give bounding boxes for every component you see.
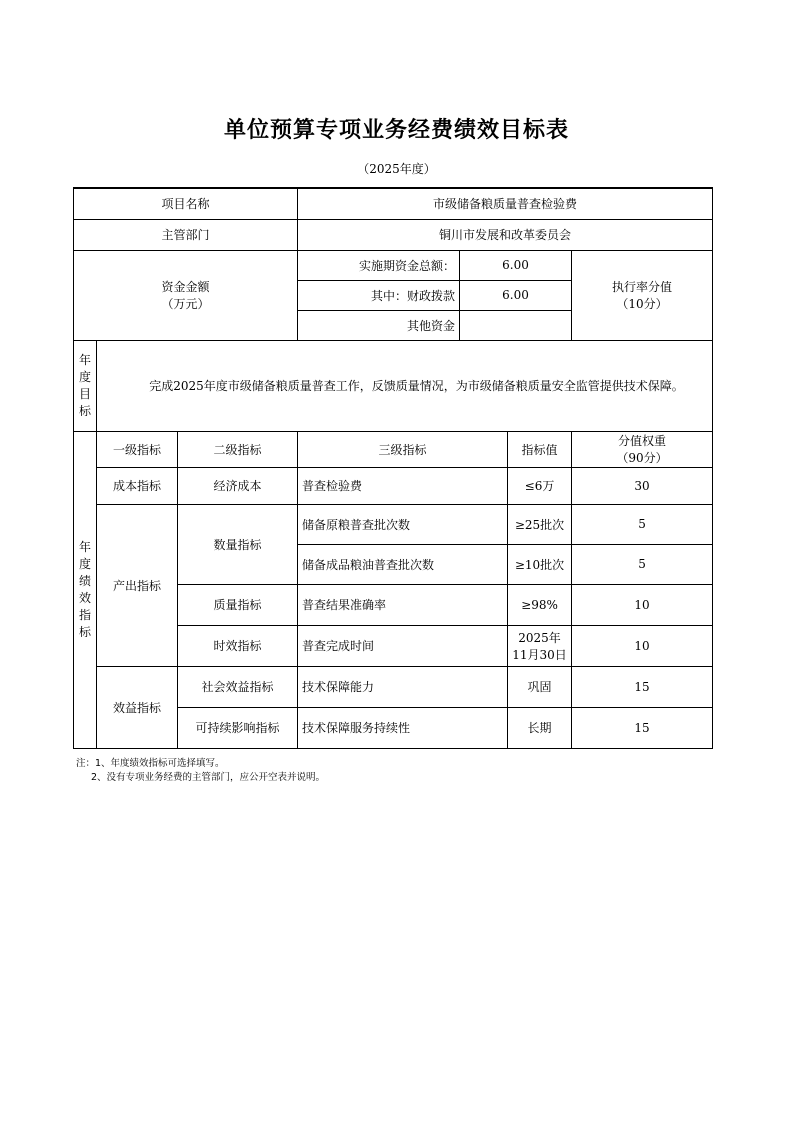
timeliness-value: 2025年11月30日 [508, 625, 572, 666]
timeliness-level2: 时效指标 [178, 625, 298, 666]
department-row [74, 219, 713, 250]
year-subtitle: （2025年度） [357, 162, 436, 176]
quantity-level3: 储备原粮普查批次数 [298, 504, 508, 544]
performance-target-table [73, 187, 713, 749]
project-name-value: 市级储备粮质量普查检验费 [298, 188, 713, 219]
project-name-label: 项目名称 [74, 188, 298, 219]
quantity-value: ≥10批次 [508, 544, 572, 584]
goal-label-char: 度 [78, 369, 91, 384]
social-value: 巩固 [508, 666, 572, 707]
funds-label-line1: 资金金额 [161, 280, 210, 294]
side-label-char: 度 [78, 556, 91, 571]
output-quantity-row [74, 504, 713, 544]
funds-total-label: 实施期资金总额： [298, 250, 460, 280]
execution-rate-line2: （10分） [616, 297, 668, 311]
indicator-side-label [74, 431, 97, 748]
annual-goal-label [74, 340, 97, 431]
annual-goal-row [74, 340, 713, 431]
footnote-2: 2、没有专项业务经费的主管部门，应公开空表并说明。 [91, 772, 326, 783]
goal-label-char: 目 [78, 386, 91, 401]
sustain-level3: 技术保障服务持续性 [298, 707, 508, 748]
header-level1: 一级指标 [97, 431, 178, 467]
header-weight-line1: 分值权重 [618, 434, 667, 448]
goal-label-char: 年 [78, 352, 91, 367]
sustain-value: 长期 [508, 707, 572, 748]
footnotes [76, 757, 325, 785]
execution-rate-label [572, 250, 713, 340]
social-weight: 15 [572, 666, 713, 707]
header-level3: 三级指标 [298, 431, 508, 467]
quantity-weight: 5 [572, 504, 713, 544]
funds-fiscal-label: 其中：财政拨款 [298, 280, 460, 310]
benefit-social-row [74, 666, 713, 707]
timeliness-weight: 10 [572, 625, 713, 666]
side-label-char: 年 [78, 539, 91, 554]
annual-goal-content: 完成2025年度市级储备粮质量普查工作，反馈质量情况，为市级储备粮质量安全监管提供技术保障。 [149, 378, 684, 393]
header-value: 指标值 [508, 431, 572, 467]
header-weight [572, 431, 713, 467]
indicator-header-row [74, 431, 713, 467]
cost-value: ≤6万 [508, 467, 572, 504]
social-level2: 社会效益指标 [178, 666, 298, 707]
sustain-level2: 可持续影响指标 [178, 707, 298, 748]
goal-label-char: 标 [78, 403, 91, 418]
social-level3: 技术保障能力 [298, 666, 508, 707]
quality-level3: 普查结果准确率 [298, 584, 508, 625]
cost-level3: 普查检验费 [298, 467, 508, 504]
quality-weight: 10 [572, 584, 713, 625]
execution-rate-line1: 执行率分值 [612, 280, 673, 294]
quantity-level2: 数量指标 [178, 504, 298, 584]
funds-fiscal-value: 6.00 [460, 280, 572, 310]
sustain-weight: 15 [572, 707, 713, 748]
footnote-1: 注：1、年度绩效指标可选择填写。 [76, 758, 225, 769]
quantity-weight: 5 [572, 544, 713, 584]
side-label-char: 指 [78, 607, 91, 622]
side-label-char: 效 [78, 590, 91, 605]
cost-weight: 30 [572, 467, 713, 504]
timeliness-level3: 普查完成时间 [298, 625, 508, 666]
cost-level2: 经济成本 [178, 467, 298, 504]
benefit-level1: 效益指标 [97, 666, 178, 748]
department-value: 铜川市发展和改革委员会 [298, 219, 713, 250]
project-name-row [74, 188, 713, 219]
header-level2: 二级指标 [178, 431, 298, 467]
quality-level2: 质量指标 [178, 584, 298, 625]
funds-total-value: 6.00 [460, 250, 572, 280]
annual-goal-text [97, 340, 713, 431]
cost-level1: 成本指标 [97, 467, 178, 504]
cost-row [74, 467, 713, 504]
side-label-char: 标 [78, 624, 91, 639]
funds-other-value [460, 310, 572, 340]
quantity-value: ≥25批次 [508, 504, 572, 544]
output-level1: 产出指标 [97, 504, 178, 666]
page-title: 单位预算专项业务经费绩效目标表 [223, 118, 569, 143]
department-label: 主管部门 [74, 219, 298, 250]
funds-other-label: 其他资金 [298, 310, 460, 340]
header-weight-line2: （90分） [616, 451, 668, 465]
funds-label-line2: （万元） [161, 297, 210, 311]
quality-value: ≥98% [508, 584, 572, 625]
side-label-char: 绩 [78, 573, 91, 588]
quantity-level3: 储备成品粮油普查批次数 [298, 544, 508, 584]
funds-total-row [74, 250, 713, 280]
funds-label [74, 250, 298, 340]
